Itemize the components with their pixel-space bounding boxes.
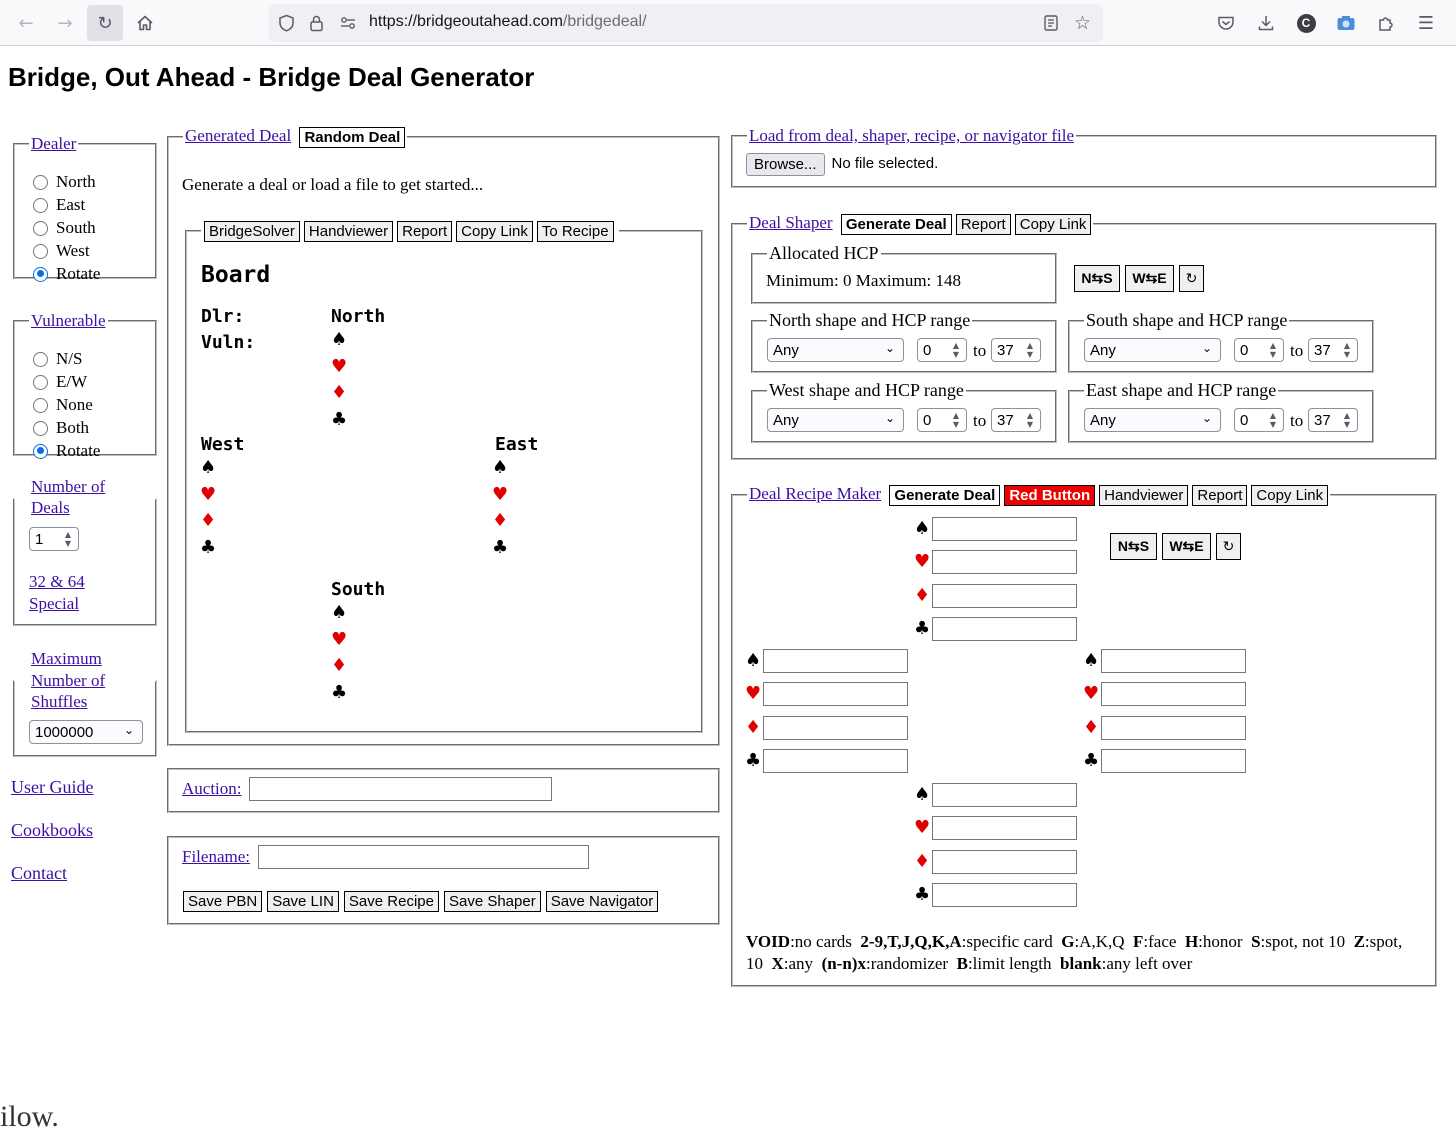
back-arrow-icon[interactable]: ← xyxy=(18,12,34,34)
dealer-radio[interactable] xyxy=(33,221,48,236)
help-desc: :any left over xyxy=(1101,954,1193,973)
vulnerable-option-rotate[interactable] xyxy=(33,440,100,462)
special-link-line1[interactable]: 32 & 64 xyxy=(29,572,85,591)
dealer-option-south[interactable] xyxy=(33,217,96,239)
help-desc: :specific card xyxy=(961,932,1053,951)
recipe-north-heart-input[interactable] xyxy=(932,550,1077,574)
auction-label[interactable]: Auction: xyxy=(182,779,242,798)
recipe-generate-deal-button[interactable]: Generate Deal xyxy=(889,485,1000,506)
file-picker[interactable] xyxy=(745,153,938,176)
vulnerable-radio[interactable] xyxy=(33,398,48,413)
chevron-down-icon: ⌄ xyxy=(1201,341,1212,355)
recipe-south-spade-icon: ♠ xyxy=(914,784,931,805)
rotate-icon: ↻ xyxy=(1222,538,1235,554)
recipe-red-button-button[interactable]: Red Button xyxy=(1004,485,1095,506)
south-club-icon: ♣ xyxy=(331,681,348,703)
spinner-arrows-icon[interactable]: ▲ ▼ xyxy=(1269,341,1277,359)
north-spade-icon: ♠ xyxy=(331,329,348,350)
recipe-west-spade-input[interactable] xyxy=(763,649,908,673)
save-shaper-button[interactable]: Save Shaper xyxy=(444,891,541,912)
allocated-hcp-legend: Allocated HCP xyxy=(769,243,879,263)
board-tool-handviewer-button[interactable]: Handviewer xyxy=(304,221,393,242)
south-max-hcp-value: 37 xyxy=(1314,341,1331,359)
west-min-hcp-input[interactable] xyxy=(917,408,967,432)
help-desc: :limit length xyxy=(967,954,1052,973)
help-desc: :no cards xyxy=(790,932,852,951)
east-shape-legend: East shape and HCP range xyxy=(1086,380,1277,400)
num-deals-legend-line2[interactable]: Deals xyxy=(31,498,70,517)
dealer-radio[interactable] xyxy=(33,267,48,282)
dealer-option-label: East xyxy=(56,195,86,214)
site-permissions-icon[interactable] xyxy=(339,4,357,42)
dealer-radio[interactable] xyxy=(33,175,48,190)
east-shape-select[interactable] xyxy=(1084,408,1221,432)
shaper-swap-ns-button[interactable]: N⇆S xyxy=(1074,265,1120,292)
recipe-west-spade-icon: ♠ xyxy=(745,650,762,671)
cookbooks-link[interactable]: Cookbooks xyxy=(11,820,94,840)
recipe-north-spade-icon: ♠ xyxy=(914,518,931,539)
recipe-west-heart-icon: ♥ xyxy=(745,683,762,705)
vulnerable-option-label: None xyxy=(56,395,93,414)
recipe-north-heart-icon: ♥ xyxy=(914,551,931,573)
east-to-label: to xyxy=(1290,411,1304,430)
board-fieldset xyxy=(185,220,703,733)
url-bar[interactable] xyxy=(269,4,1103,42)
west-shape-legend: West shape and HCP range xyxy=(769,380,964,400)
downloads-icon[interactable] xyxy=(1248,5,1284,41)
north-heart-icon: ♥ xyxy=(331,355,348,377)
app-menu-icon[interactable]: ☰ xyxy=(1417,12,1435,34)
recipe-rotate-button[interactable] xyxy=(1216,533,1241,560)
recipe-east-spade-input[interactable] xyxy=(1101,649,1246,673)
spinner-arrows-icon[interactable]: ▲ ▼ xyxy=(952,411,960,429)
chevron-down-icon: ⌄ xyxy=(123,723,134,737)
shaper-rotate-button[interactable] xyxy=(1179,265,1204,292)
save-lin-button[interactable]: Save LIN xyxy=(267,891,339,912)
vulnerable-radio[interactable] xyxy=(33,375,48,390)
save-pbn-button[interactable]: Save PBN xyxy=(183,891,262,912)
random-deal-button[interactable]: Random Deal xyxy=(299,127,405,148)
dealer-radio[interactable] xyxy=(33,244,48,259)
browser-toolbar xyxy=(0,0,1456,46)
dealer-option-label: South xyxy=(56,218,96,237)
max-shuffles-line1[interactable]: Maximum xyxy=(31,649,102,668)
vulnerable-radio[interactable] xyxy=(33,421,48,436)
board-tool-to-recipe-button[interactable]: To Recipe xyxy=(537,221,614,242)
lock-icon[interactable] xyxy=(309,4,324,42)
recipe-swap-we-button[interactable]: W⇆E xyxy=(1162,533,1211,560)
vulnerable-radio[interactable] xyxy=(33,352,48,367)
east-min-hcp-input[interactable] xyxy=(1234,408,1284,432)
north-shape-select[interactable] xyxy=(767,338,904,362)
dealer-option-label: Rotate xyxy=(56,264,101,283)
east-shape-value: Any xyxy=(1090,411,1116,429)
help-desc: :honor xyxy=(1198,932,1243,951)
recipe-help-text xyxy=(746,931,1426,975)
bookmark-star-icon[interactable]: ☆ xyxy=(1074,12,1092,34)
recipe-south-heart-icon: ♥ xyxy=(914,817,931,839)
west-spade-icon: ♠ xyxy=(200,457,217,478)
screenshot-extension-icon[interactable] xyxy=(1328,5,1364,41)
account-avatar-icon[interactable]: C xyxy=(1288,5,1324,41)
vulnerable-option-both[interactable] xyxy=(33,417,89,439)
shaper-report-button[interactable]: Report xyxy=(956,214,1011,235)
south-heart-icon: ♥ xyxy=(331,628,348,650)
recipe-legend-link[interactable]: Deal Recipe Maker xyxy=(749,484,882,503)
save-recipe-button[interactable]: Save Recipe xyxy=(344,891,439,912)
spinner-arrows-icon[interactable]: ▲ ▼ xyxy=(1343,341,1351,359)
recipe-north-spade-input[interactable] xyxy=(932,517,1077,541)
east-label: East xyxy=(495,434,539,455)
vulnerable-option-label: Rotate xyxy=(56,441,101,460)
help-desc: :randomizer xyxy=(865,954,949,973)
north-to-label: to xyxy=(973,341,987,360)
spinner-arrows-icon[interactable]: ▲ ▼ xyxy=(1026,411,1034,429)
help-key: H xyxy=(1184,932,1199,951)
forward-arrow-icon[interactable]: → xyxy=(57,12,73,34)
recipe-west-club-icon: ♣ xyxy=(745,749,762,771)
west-max-hcp-value: 37 xyxy=(997,411,1014,429)
board-tool-report-button[interactable]: Report xyxy=(397,221,452,242)
dealer-option-east[interactable] xyxy=(33,194,85,216)
recipe-south-diamond-icon: ♦ xyxy=(914,850,931,872)
help-key: 2-9,T,J,Q,K,A xyxy=(860,932,962,951)
help-key: F xyxy=(1133,932,1144,951)
help-key: blank xyxy=(1060,954,1102,973)
help-key: X xyxy=(771,954,784,973)
recipe-south-club-icon: ♣ xyxy=(914,883,931,905)
filename-input[interactable] xyxy=(258,845,589,869)
spinner-arrows-icon[interactable]: ▲ ▼ xyxy=(1026,341,1034,359)
recipe-east-spade-icon: ♠ xyxy=(1083,650,1100,671)
shaper-generate-deal-button[interactable]: Generate Deal xyxy=(841,214,952,235)
recipe-swap-ns-button[interactable]: N⇆S xyxy=(1110,533,1157,560)
west-max-hcp-input[interactable] xyxy=(991,408,1041,432)
url-text[interactable] xyxy=(369,13,647,31)
east-heart-icon: ♥ xyxy=(492,483,509,505)
recipe-south-heart-input[interactable] xyxy=(932,816,1077,840)
west-heart-icon: ♥ xyxy=(200,483,217,505)
vulnerable-option-n-s[interactable] xyxy=(33,348,82,370)
vulnerable-option-none[interactable] xyxy=(33,394,93,416)
shield-icon[interactable] xyxy=(278,4,295,42)
generate-hint-text: Generate a deal or load a file to get started... xyxy=(182,175,484,194)
recipe-east-heart-icon: ♥ xyxy=(1083,683,1100,705)
dealer-radio[interactable] xyxy=(33,198,48,213)
board-tool-bridgesolver-button[interactable]: BridgeSolver xyxy=(204,221,300,242)
help-key: B xyxy=(956,954,968,973)
reader-view-icon[interactable] xyxy=(1043,4,1059,42)
help-desc: :any xyxy=(783,954,814,973)
recipe-east-heart-input[interactable] xyxy=(1101,682,1246,706)
max-shuffles-select[interactable] xyxy=(29,720,143,744)
recipe-report-button[interactable]: Report xyxy=(1192,485,1247,506)
num-deals-input[interactable] xyxy=(29,527,79,551)
south-to-label: to xyxy=(1290,341,1304,360)
north-max-hcp-input[interactable] xyxy=(991,338,1041,362)
help-key: G xyxy=(1061,932,1075,951)
recipe-north-club-input[interactable] xyxy=(932,617,1077,641)
recipe-west-diamond-icon: ♦ xyxy=(745,716,762,738)
spinner-arrows-icon[interactable]: ▲ ▼ xyxy=(952,341,960,359)
generated-deal-legend-link[interactable]: Generated Deal xyxy=(185,126,292,145)
west-diamond-icon: ♦ xyxy=(200,510,217,531)
west-to-label: to xyxy=(973,411,987,430)
shaper-swap-we-button[interactable]: W⇆E xyxy=(1125,265,1174,292)
spinner-arrows-icon[interactable]: ▲ ▼ xyxy=(1343,411,1351,429)
help-key: S xyxy=(1251,932,1261,951)
south-max-hcp-input[interactable] xyxy=(1308,338,1358,362)
recipe-west-diamond-input[interactable] xyxy=(763,716,908,740)
num-deals-legend[interactable] xyxy=(29,476,107,518)
page-content xyxy=(0,46,1456,1133)
east-club-icon: ♣ xyxy=(492,536,509,558)
chevron-down-icon: ⌄ xyxy=(884,411,895,425)
extensions-puzzle-icon[interactable] xyxy=(1368,5,1404,41)
dealer-fieldset xyxy=(13,134,157,283)
north-min-hcp-value: 0 xyxy=(923,341,932,359)
special-link[interactable] xyxy=(29,571,85,615)
vulnerable-option-label: N/S xyxy=(56,349,83,368)
help-desc: :face xyxy=(1143,932,1177,951)
max-shuffles-legend[interactable] xyxy=(29,648,107,713)
dealer-label: Dlr: xyxy=(201,306,245,327)
help-key: Z xyxy=(1353,932,1365,951)
chevron-down-icon: ⌄ xyxy=(1201,411,1212,425)
recipe-east-diamond-icon: ♦ xyxy=(1083,716,1100,738)
shaper-copy-link-button[interactable]: Copy Link xyxy=(1015,214,1092,235)
vuln-label: Vuln: xyxy=(201,332,256,353)
dealer-option-west[interactable] xyxy=(33,240,90,262)
dealer-option-label: North xyxy=(56,172,96,191)
save-navigator-button[interactable]: Save Navigator xyxy=(546,891,659,912)
north-label: North xyxy=(331,306,386,327)
help-desc: :A,K,Q xyxy=(1074,932,1125,951)
dealer-option-rotate[interactable] xyxy=(33,263,100,285)
url-path: /bridgedeal/ xyxy=(562,13,647,30)
recipe-north-diamond-input[interactable] xyxy=(932,584,1077,608)
east-diamond-icon: ♦ xyxy=(492,510,509,531)
vulnerable-fieldset xyxy=(13,311,157,460)
auction-input[interactable] xyxy=(249,777,552,801)
file-status: No file selected. xyxy=(831,155,939,173)
south-shape-select[interactable] xyxy=(1084,338,1221,362)
spinner-arrows-icon[interactable]: ▲ ▼ xyxy=(64,530,72,548)
vulnerable-option-e-w[interactable] xyxy=(33,371,87,393)
num-deals-value: 1 xyxy=(35,530,44,548)
recipe-south-club-input[interactable] xyxy=(932,883,1077,907)
recipe-north-diamond-icon: ♦ xyxy=(914,584,931,606)
south-min-hcp-value: 0 xyxy=(1240,341,1249,359)
cut-off-text: ilow. xyxy=(0,1100,59,1133)
north-diamond-icon: ♦ xyxy=(331,382,348,403)
load-file-legend-link[interactable]: Load from deal, shaper, recipe, or navigator file xyxy=(749,126,1075,145)
recipe-east-club-icon: ♣ xyxy=(1083,749,1100,771)
vulnerable-option-label: Both xyxy=(56,418,90,437)
west-club-icon: ♣ xyxy=(200,536,217,558)
rotate-icon: ↻ xyxy=(1185,270,1198,286)
north-shape-value: Any xyxy=(773,341,799,359)
recipe-south-diamond-input[interactable] xyxy=(932,850,1077,874)
chevron-down-icon: ⌄ xyxy=(884,341,895,355)
south-shape-value: Any xyxy=(1090,341,1116,359)
dealer-legend-link[interactable]: Dealer xyxy=(31,134,77,153)
url-host: https://bridgeoutahead.com xyxy=(369,13,563,30)
max-shuffles-line3[interactable]: Shuffles xyxy=(31,692,88,711)
east-min-hcp-value: 0 xyxy=(1240,411,1249,429)
recipe-east-club-input[interactable] xyxy=(1101,749,1246,773)
north-max-hcp-value: 37 xyxy=(997,341,1014,359)
home-icon[interactable] xyxy=(127,5,163,41)
south-diamond-icon: ♦ xyxy=(331,655,348,676)
vulnerable-legend-link[interactable]: Vulnerable xyxy=(31,311,106,330)
num-deals-legend-line1[interactable]: Number of xyxy=(31,477,106,496)
deal-shaper-legend-link[interactable]: Deal Shaper xyxy=(749,213,833,232)
filename-label[interactable]: Filename: xyxy=(182,847,250,866)
west-min-hcp-value: 0 xyxy=(923,411,932,429)
recipe-handviewer-button[interactable]: Handviewer xyxy=(1099,485,1188,506)
recipe-east-diamond-input[interactable] xyxy=(1101,716,1246,740)
south-min-hcp-input[interactable] xyxy=(1234,338,1284,362)
north-club-icon: ♣ xyxy=(331,408,348,430)
recipe-west-heart-input[interactable] xyxy=(763,682,908,706)
recipe-west-club-input[interactable] xyxy=(763,749,908,773)
west-label: West xyxy=(201,434,245,455)
contact-link[interactable]: Contact xyxy=(11,863,67,883)
board-tool-copy-link-button[interactable]: Copy Link xyxy=(456,221,533,242)
max-shuffles-value: 1000000 xyxy=(35,723,94,741)
browse-button[interactable]: Browse... xyxy=(746,153,825,176)
max-shuffles-line2[interactable]: Number of xyxy=(31,670,106,690)
west-shape-select[interactable] xyxy=(767,408,904,432)
north-min-hcp-input[interactable] xyxy=(917,338,967,362)
south-spade-icon: ♠ xyxy=(331,602,348,623)
east-max-hcp-input[interactable] xyxy=(1308,408,1358,432)
recipe-south-spade-input[interactable] xyxy=(932,783,1077,807)
board-title: Board xyxy=(201,262,271,288)
south-label: South xyxy=(331,579,386,600)
south-shape-legend: South shape and HCP range xyxy=(1086,310,1288,330)
help-key: (n-n)x xyxy=(821,954,866,973)
vulnerable-option-label: E/W xyxy=(56,372,88,391)
pocket-icon[interactable] xyxy=(1208,5,1244,41)
page-title: Bridge, Out Ahead - Bridge Deal Generator xyxy=(8,62,535,92)
help-desc: :spot, 10 xyxy=(746,932,1403,973)
help-key: VOID xyxy=(746,932,791,951)
user-guide-link[interactable]: User Guide xyxy=(11,777,94,797)
dealer-option-north[interactable] xyxy=(33,171,96,193)
dealer-option-label: West xyxy=(56,241,90,260)
spinner-arrows-icon[interactable]: ▲ ▼ xyxy=(1269,411,1277,429)
recipe-north-club-icon: ♣ xyxy=(914,617,931,639)
recipe-copy-link-button[interactable]: Copy Link xyxy=(1251,485,1328,506)
allocated-hcp-text: Minimum: 0 Maximum: 148 xyxy=(766,271,962,290)
west-shape-value: Any xyxy=(773,411,799,429)
vulnerable-radio[interactable] xyxy=(33,444,48,459)
east-spade-icon: ♠ xyxy=(492,457,509,478)
reload-icon[interactable]: ↻ xyxy=(87,5,123,41)
help-desc: :spot, not 10 xyxy=(1260,932,1346,951)
special-link-line2[interactable]: Special xyxy=(29,594,80,613)
east-max-hcp-value: 37 xyxy=(1314,411,1331,429)
north-shape-legend: North shape and HCP range xyxy=(769,310,971,330)
